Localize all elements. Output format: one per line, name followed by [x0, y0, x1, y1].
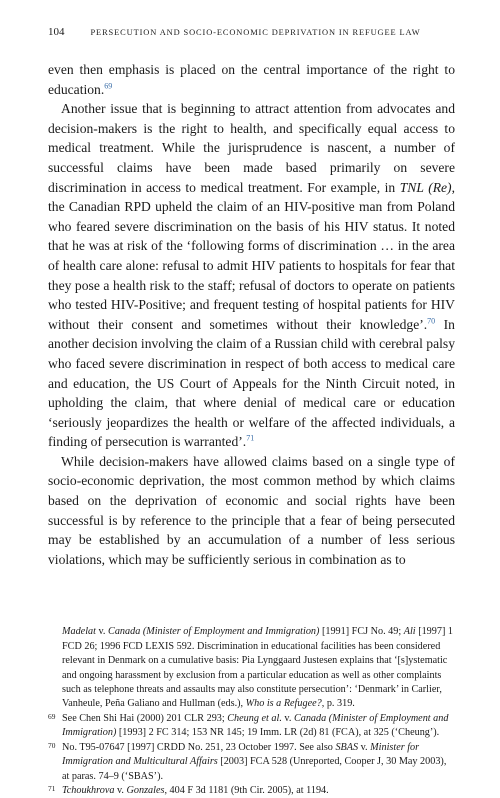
- paragraph-2-text-c: In another decision involving the claim of a Russian child with cerebral palsy who faced severe discrimination in respect of both access to medical care and education, the US Court of Appeals for the Ninth Circuit noted, in upholding the claim, that where denial of medical care or education ‘seriously jeopardizes the health or welfare of the affected individuals, a finding of persecution is warranted’.: [48, 316, 455, 450]
- case-name-tnl: TNL (Re): [399, 179, 452, 195]
- footnote-body: [62, 712, 455, 741]
- case-name: Madelat: [62, 626, 96, 638]
- footnote-text: , 404 F 3d 1181 (9th Cir. 2005), at 1194.: [164, 784, 329, 796]
- footnote-number: 71: [48, 783, 56, 793]
- footnote-text: [2003] FCA 528 (Unreported, Cooper J, 30 May 2003), at paras. 74–9 (‘SBAS’).: [62, 756, 447, 782]
- case-name: Canada (Minister of Employment and Immigration): [108, 626, 320, 638]
- case-name: Ali: [403, 626, 416, 638]
- paragraph-3: While decision-makers have allowed claims based on a single type of socio-economic deprivation, the most common method by which claims based on the deprivation of economic and social rights have been successful is by reference to the principle that a fear of being persecuted may be established by an accumulation of a number of less serious violations, which may be sufficiently serious in combination as to: [48, 453, 455, 567]
- footnotes: [48, 625, 455, 798]
- main-text: [48, 60, 455, 569]
- page-number: 104: [48, 26, 65, 38]
- case-name: Tchoukhrova: [62, 784, 115, 796]
- case-name: SBAS: [335, 741, 359, 753]
- footnote-text: , p. 319.: [321, 698, 355, 710]
- running-title: PERSECUTION AND SOCIO-ECONOMIC DEPRIVATION IN REFUGEE LAW: [90, 28, 421, 37]
- footnote-text: v.: [95, 626, 109, 638]
- paragraph-2-text-b: , the Canadian RPD upheld the claim of an HIV-positive man from Poland who feared severe discrimination on the basis of his HIV status. It noted that he was at risk of the ‘following forms of discrimination … in the area of health care alone: refusal to admit HIV patients to hospitals for fear that they pose a health risk to the staff; refusal of doctors to operate on patients who tested HIV-Positive; and frequent testing of hospital patients for HIV without their consent and sometimes without their knowledge’.: [48, 179, 455, 332]
- footnote-69: [48, 712, 455, 741]
- footnote-text: v.: [358, 741, 371, 753]
- footnote-70: [48, 741, 455, 784]
- paragraph-1-text: even then emphasis is placed on the central importance of the right to education.: [48, 62, 455, 97]
- footnote-text: [1997] 1 FCD 26; 1996 FCD LEXIS 592. Discrimination in educational facilities has been considered relevant in Denmark on a cumulative basis: Pia Lynggaard Justesen explains that ‘[s]ystematic and ongoing harassment by exclusion from a particular education as well as other complaints such as telephone threats and assaults may also constitute persecution’: ‘Denmark’ in Carlier, Vanheule, Peña Galiano and Hullman (eds.),: [62, 626, 453, 710]
- footnote-text: [1993] 2 FC 314; 153 NR 145; 19 Imm. LR (2d) 81 (FCA), at 325 (‘Cheung’).: [116, 727, 440, 739]
- footnote-text: [1991] FCJ No. 49;: [319, 626, 404, 638]
- footnote-body: [62, 784, 455, 798]
- paragraph-2-text-a: Another issue that is beginning to attract attention from advocates and decision-makers is the right to health, and specifically equal access to medical treatment. While the jurisprudence is nascent, a number of successful claims have been made based primarily on severe discrimination in access to medical treatment. For example, in: [48, 101, 455, 195]
- footnote-ref-71[interactable]: 71: [246, 433, 255, 443]
- footnote-text: No. T95-07647 [1997] CRDD No. 251, 23 October 1997. See also: [62, 741, 336, 753]
- case-name: Canada (Minister of Employment and Immigration): [62, 712, 449, 739]
- footnote-number: 69: [48, 711, 56, 721]
- footnote-ref-69[interactable]: 69: [104, 81, 113, 91]
- footnote-carryover: [48, 625, 455, 711]
- footnote-71: [48, 784, 455, 798]
- book-title: Who is a Refugee?: [245, 698, 322, 710]
- footnote-ref-70[interactable]: 70: [427, 316, 436, 326]
- case-name: Gonzales: [126, 784, 165, 796]
- footnote-text: See Chen Shi Hai (2000) 201 CLR 293;: [62, 712, 228, 724]
- book-page: [48, 26, 455, 798]
- footnote-text: v.: [114, 784, 127, 796]
- paragraph-1: [48, 60, 455, 99]
- paragraph-2: [48, 99, 455, 452]
- footnote-number: 70: [48, 740, 56, 750]
- footnote-body: [62, 741, 455, 784]
- case-name: Cheung et al.: [227, 712, 282, 724]
- case-name: Minister for Immigration and Multicultural Affairs: [62, 741, 420, 768]
- running-head: [48, 26, 455, 42]
- footnote-text: v.: [281, 712, 294, 724]
